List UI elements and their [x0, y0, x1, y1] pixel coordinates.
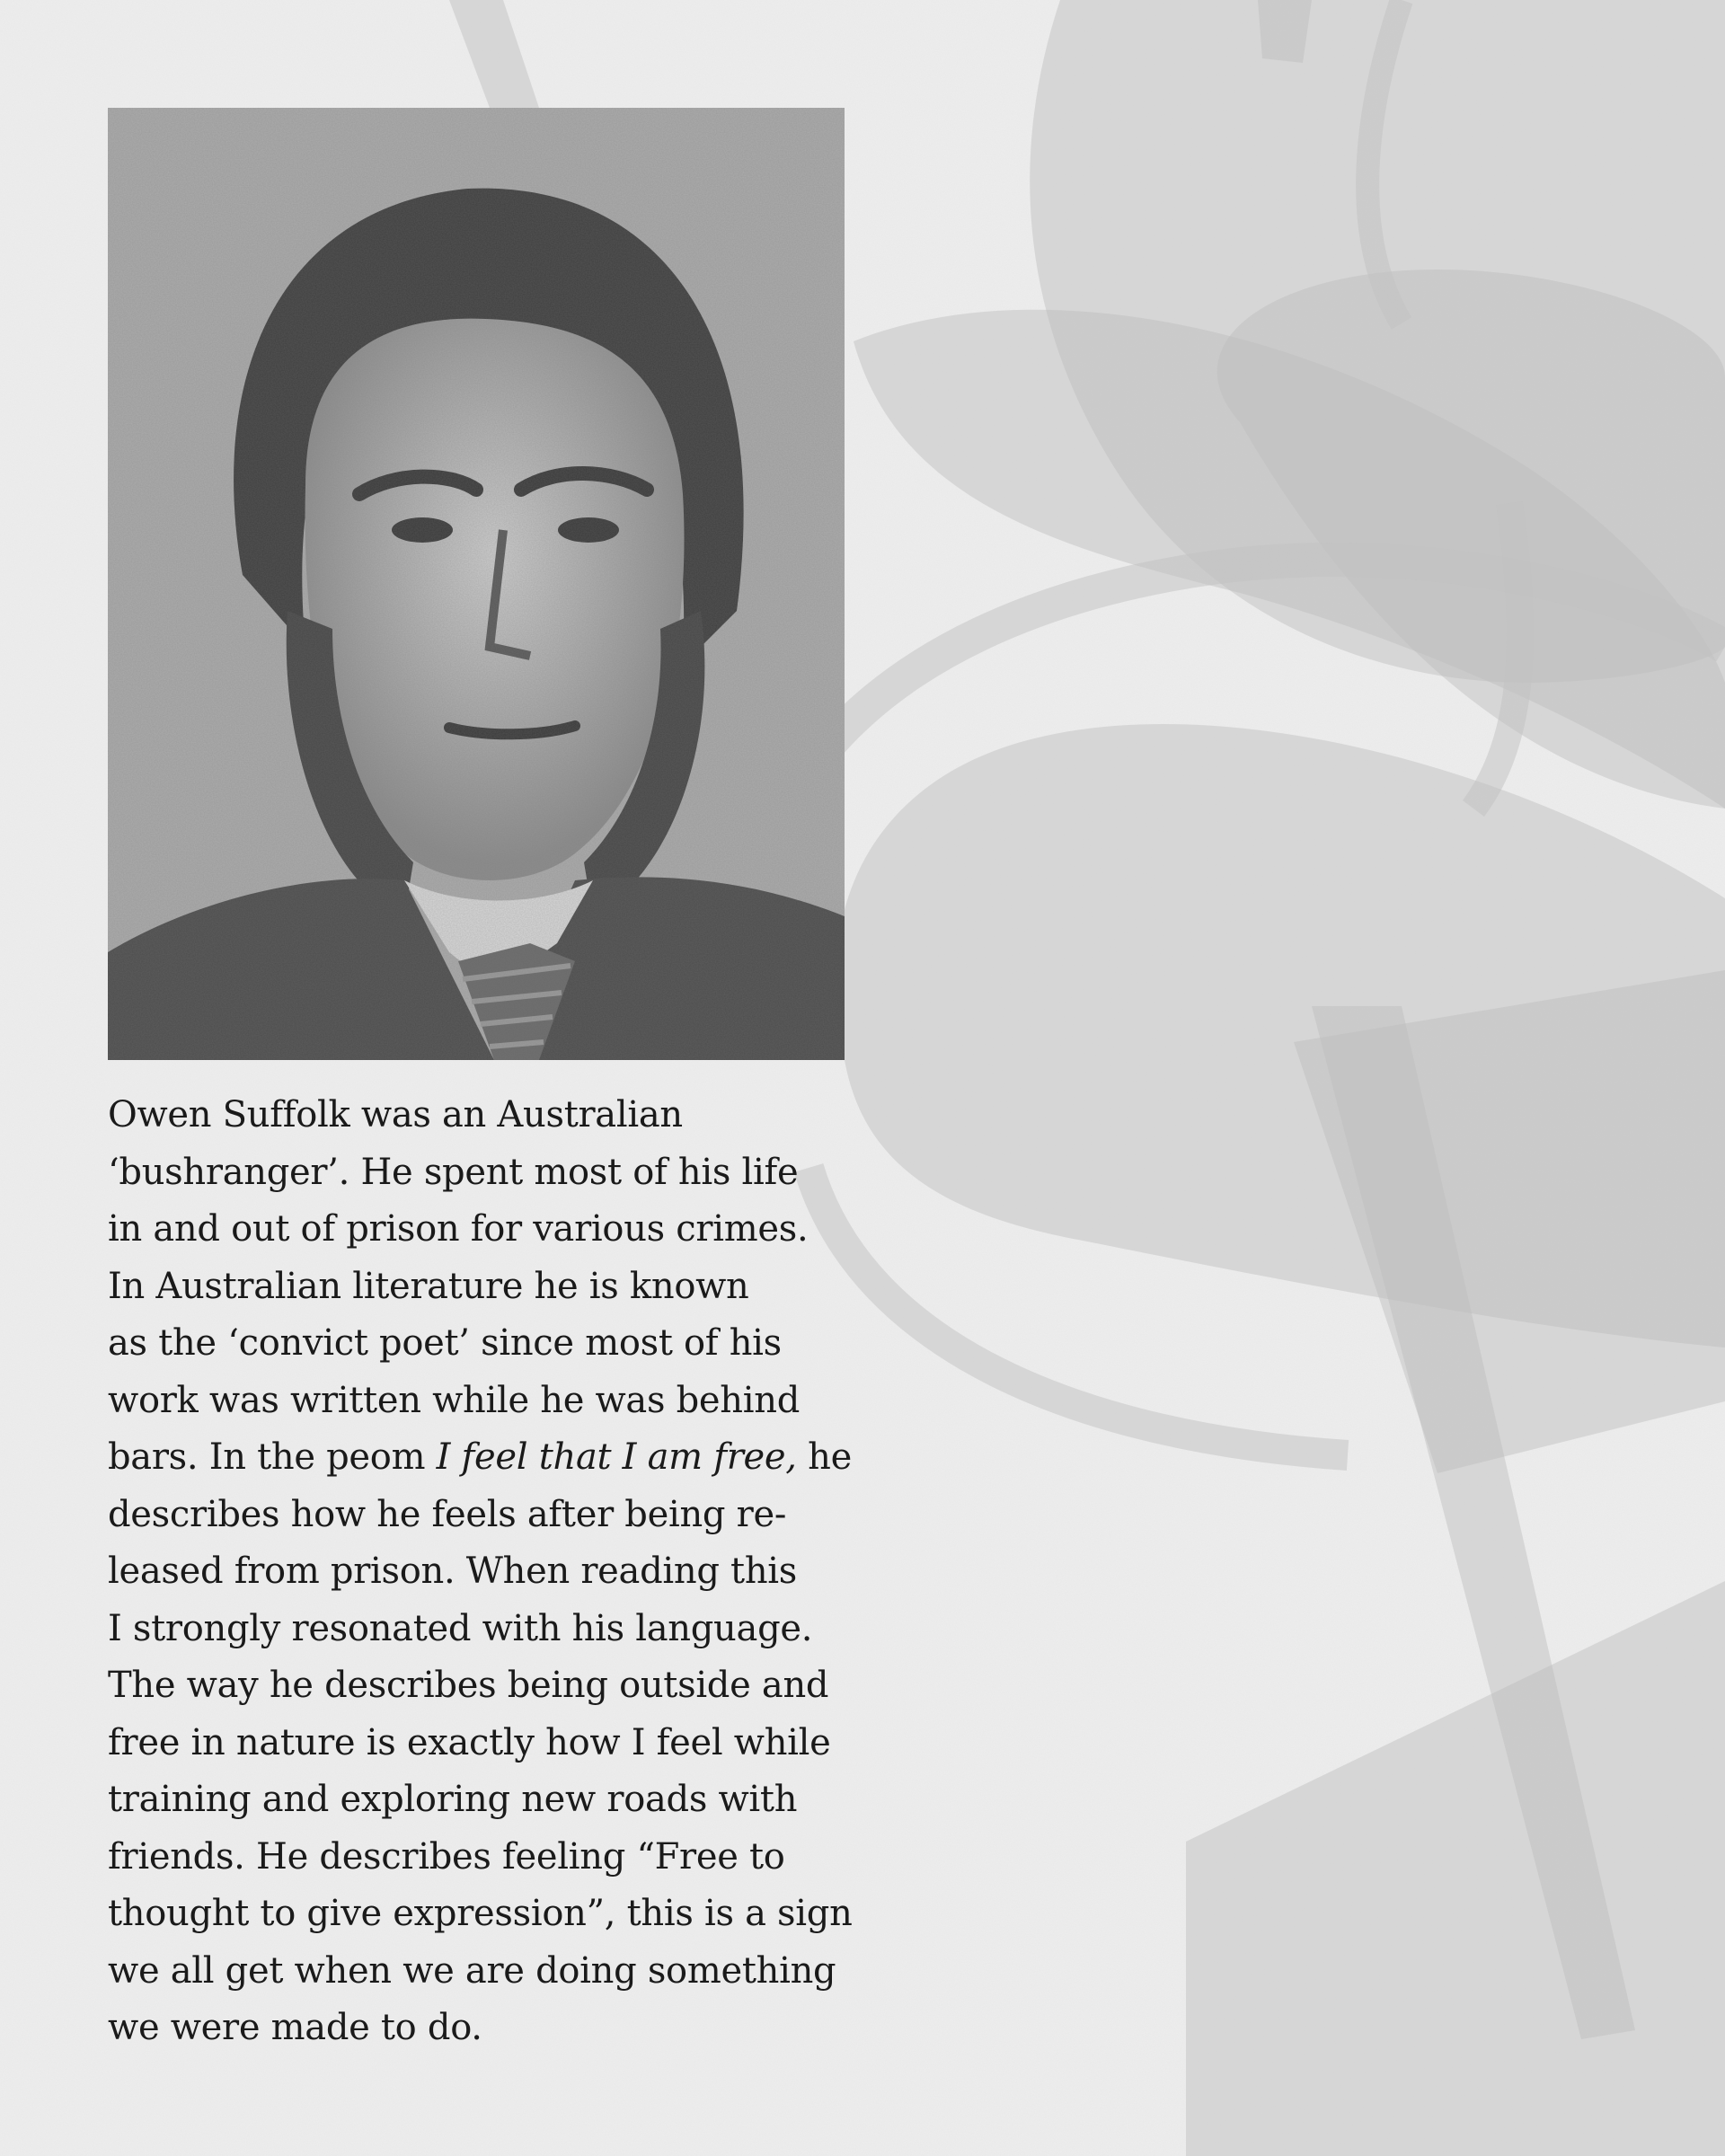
body-paragraph [108, 1087, 862, 2057]
text-line: Owen Suffolk was an Australian [108, 1094, 683, 1135]
text-line: In Australian literature he is known [108, 1265, 749, 1307]
text-line: leased from prison. When reading this [108, 1551, 798, 1592]
text-line: I strongly resonated with his language. [108, 1607, 813, 1649]
text-line: free in nature is exactly how I feel while [108, 1721, 831, 1763]
text-segment: bars. In the peom [108, 1436, 437, 1478]
text-line: training and exploring new roads with [108, 1779, 798, 1820]
text-line: describes how he feels after being re- [108, 1493, 787, 1535]
text-line: as the ‘convict poet’ since most of his [108, 1322, 782, 1364]
portrait-icon [108, 108, 845, 1060]
text-line: ‘bushranger’. He spent most of his life [108, 1151, 799, 1193]
text-line: friends. He describes feeling “Free to [108, 1835, 785, 1878]
portrait-photo [108, 108, 845, 1060]
text-segment: he [796, 1436, 852, 1478]
text-line: The way he describes being outside and [108, 1665, 829, 1706]
text-line: we all get when we are doing something [108, 1949, 836, 1992]
text-line: work was written while he was behind [108, 1379, 801, 1421]
text-line: thought to give expression”, this is a sign [108, 1893, 853, 1934]
text-line: in and out of prison for various crimes. [108, 1208, 809, 1250]
text-line [108, 1429, 862, 1487]
poem-title: I feel that I am free, [436, 1436, 797, 1478]
text-line: we were made to do. [108, 2007, 482, 2048]
